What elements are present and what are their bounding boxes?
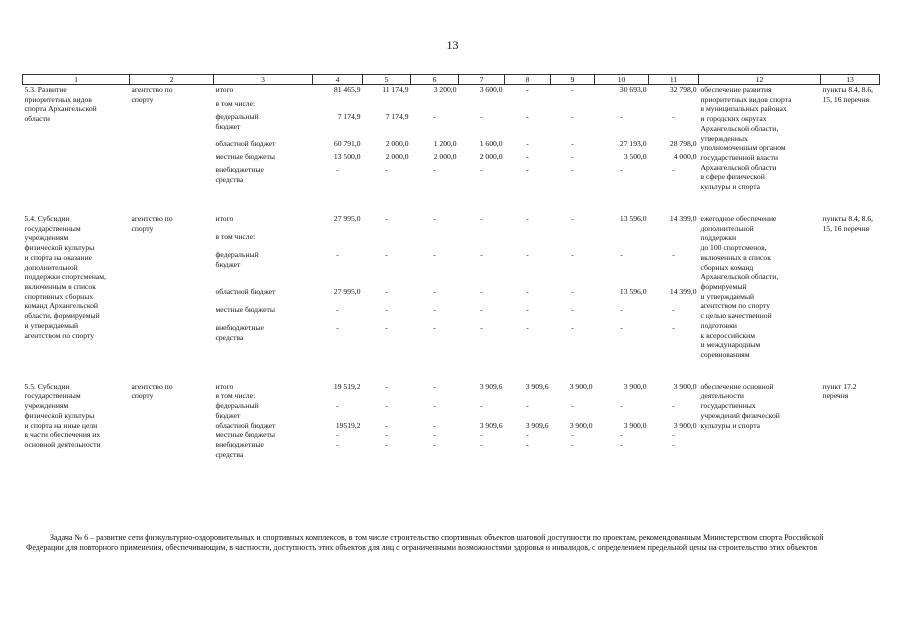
value-cell: - <box>672 440 675 449</box>
text-line: и спорта на оказание <box>24 252 93 262</box>
text-line: к всероссийским <box>700 330 756 340</box>
text-line: ежегодное обеспечение <box>700 213 777 223</box>
funding-source-cell <box>214 139 313 152</box>
funding-source-cell <box>214 250 313 286</box>
value-cell: - <box>385 305 388 314</box>
text-line: спорта Архангельской <box>24 104 97 114</box>
text-line: местные бюджеты <box>215 305 275 314</box>
value-cell: - <box>385 420 388 430</box>
value-cell <box>363 99 411 112</box>
text-line: учреждениям <box>24 233 69 243</box>
spacer-cell <box>23 360 880 382</box>
value-cell: - <box>672 305 675 314</box>
value-cell: 19 519,2 <box>333 381 361 391</box>
executor-cell <box>130 214 214 360</box>
value-cell: 3 909,6 <box>525 381 549 391</box>
text-line: уполномоченным органом <box>700 143 786 153</box>
column-header: 6 <box>411 75 459 85</box>
text-line: и утверждаемый <box>24 320 79 330</box>
executor-cell <box>130 85 214 192</box>
text-line: в том числе: <box>215 232 256 242</box>
value-cell: - <box>672 401 675 411</box>
value-cell <box>505 232 551 250</box>
text-line: федеральный <box>215 250 259 260</box>
text-line: в части обеспечения их <box>24 430 101 440</box>
value-cell: - <box>336 430 339 440</box>
funding-source-cell <box>214 165 313 192</box>
value-cell: 4 000,0 <box>673 151 697 161</box>
value-cell: - <box>385 440 388 449</box>
text-line: итого <box>215 213 234 223</box>
value-cell: - <box>480 286 483 296</box>
value-cell <box>313 232 363 250</box>
program-measure-cell <box>23 85 130 192</box>
value-cell: - <box>672 323 675 333</box>
value-cell: - <box>526 85 529 94</box>
value-cell: - <box>526 213 529 223</box>
column-header: 8 <box>505 75 551 85</box>
reference-cell <box>821 85 880 192</box>
value-cell <box>459 232 505 250</box>
value-cell: - <box>480 440 483 449</box>
value-cell: - <box>385 381 388 391</box>
text-line: в том числе: <box>215 98 256 108</box>
text-line: обеспечение развития <box>700 85 772 94</box>
value-cell: - <box>526 250 529 260</box>
value-cell: 30 693,0 <box>619 85 647 94</box>
text-line: в том числе: <box>215 391 256 401</box>
text-line: средства <box>215 449 244 459</box>
value-cell: 32 798,0 <box>669 85 697 94</box>
value-cell <box>411 232 459 250</box>
text-line: 15, 16 перечня <box>822 223 870 233</box>
value-cell: - <box>336 305 339 314</box>
executor-cell <box>130 382 214 460</box>
value-cell: 3 900,0 <box>673 381 697 391</box>
text-line: агентство по <box>131 85 173 94</box>
table-row <box>23 214 880 232</box>
spacer-cell <box>23 192 880 214</box>
funding-source-cell <box>214 440 313 459</box>
text-line: приоритетных видов <box>24 94 92 104</box>
value-cell: - <box>385 165 388 175</box>
column-header: 2 <box>130 75 214 85</box>
text-line: пункты 8.4, 8.6, <box>822 85 874 94</box>
value-cell: 3 909,6 <box>525 420 549 430</box>
funding-source-cell <box>214 99 313 112</box>
value-cell: - <box>480 165 483 175</box>
text-line: включенных в список <box>700 252 771 262</box>
text-line: соревнованиям <box>700 349 750 359</box>
value-cell: - <box>672 111 675 121</box>
text-line: до 100 спортсменов, <box>700 243 767 253</box>
text-line: культуры и спорта <box>700 420 760 430</box>
funding-source-cell <box>214 152 313 165</box>
value-cell: 1 200,0 <box>433 138 457 148</box>
text-line: федеральный <box>215 111 259 121</box>
value-cell: - <box>526 440 529 449</box>
text-line: областной бюджет <box>215 138 276 148</box>
value-cell: 28 798,0 <box>669 138 697 148</box>
value-cell <box>551 232 595 250</box>
text-line: средства <box>215 174 244 184</box>
reference-cell <box>821 382 880 460</box>
value-cell: - <box>385 430 388 440</box>
text-line: утвержденных <box>700 133 748 143</box>
value-cell: - <box>433 250 436 260</box>
text-line: государственной власти <box>700 153 778 163</box>
text-line: государственным <box>24 223 81 233</box>
value-cell: - <box>571 430 574 440</box>
expected-result-cell <box>699 214 821 360</box>
text-line: формируемый <box>700 281 747 291</box>
value-cell: 7 174,9 <box>385 111 409 121</box>
column-header: 4 <box>313 75 363 85</box>
value-cell: - <box>672 250 675 260</box>
value-cell: 13 596,0 <box>619 213 647 223</box>
value-cell <box>505 391 551 401</box>
text-line: внебюджетные <box>215 440 264 449</box>
text-line: физической культуры <box>24 243 95 253</box>
text-line: спорту <box>131 223 154 233</box>
text-line: учреждениям <box>24 401 69 411</box>
value-cell: - <box>433 305 436 314</box>
text-line: внебюджетные <box>215 165 264 175</box>
value-cell <box>459 99 505 112</box>
value-cell: - <box>385 401 388 411</box>
value-cell: - <box>385 286 388 296</box>
value-cell: - <box>526 151 529 161</box>
value-cell: - <box>571 323 574 333</box>
text-line: области <box>24 114 50 124</box>
value-cell: - <box>480 430 483 440</box>
text-line: перечня <box>822 391 849 401</box>
text-line: федеральный <box>215 401 259 411</box>
text-line: и спорта на иные цели <box>24 420 98 430</box>
value-cell: - <box>433 286 436 296</box>
value-cell <box>313 99 363 112</box>
value-cell: - <box>526 323 529 333</box>
value-cell: - <box>571 165 574 175</box>
text-line: средства <box>215 332 244 342</box>
column-header: 11 <box>649 75 699 85</box>
value-cell: - <box>571 440 574 449</box>
value-cell <box>411 99 459 112</box>
value-cell: - <box>480 111 483 121</box>
value-cell <box>649 232 699 250</box>
value-cell: - <box>385 213 388 223</box>
value-cell: 3 200,0 <box>433 85 457 94</box>
value-cell: - <box>571 213 574 223</box>
value-cell: - <box>526 401 529 411</box>
value-cell: - <box>526 305 529 314</box>
value-cell: - <box>526 286 529 296</box>
value-cell: 3 900,0 <box>623 381 647 391</box>
expected-result-cell <box>699 85 821 192</box>
value-cell: 14 399,0 <box>669 286 697 296</box>
value-cell: 3 900,0 <box>569 420 593 430</box>
value-cell <box>363 391 411 401</box>
text-line: пункты 8.4, 8.6, <box>822 213 874 223</box>
text-line: деятельности <box>700 391 744 401</box>
value-cell: 3 900,0 <box>623 420 647 430</box>
text-line: итого <box>215 85 234 94</box>
table-body <box>23 85 880 460</box>
value-cell: - <box>620 401 623 411</box>
value-cell: - <box>480 250 483 260</box>
table-row <box>23 382 880 392</box>
text-line: государственным <box>24 391 81 401</box>
value-cell: - <box>336 323 339 333</box>
text-line: физической культуры <box>24 410 95 420</box>
funding-source-cell <box>214 112 313 139</box>
value-cell: 2 000,0 <box>385 138 409 148</box>
value-cell: - <box>385 323 388 333</box>
text-line: учреждений физической <box>700 410 780 420</box>
text-line: 5.3. Развитие <box>24 85 67 94</box>
value-cell <box>649 99 699 112</box>
value-cell: 60 791,0 <box>333 138 361 148</box>
text-line: и международным <box>700 340 761 350</box>
value-cell: 27 193,0 <box>619 138 647 148</box>
text-line: Архангельской области, <box>700 123 779 133</box>
funding-source-cell <box>214 430 313 440</box>
text-line: местные бюджеты <box>215 151 275 161</box>
text-line: Архангельской области, <box>700 272 779 282</box>
text-line: культуры и спорта <box>700 182 760 192</box>
value-cell: - <box>336 401 339 411</box>
value-cell: - <box>433 440 436 449</box>
text-line: сборных команд <box>700 262 754 272</box>
value-cell: - <box>433 111 436 121</box>
text-line: бюджет <box>215 121 241 131</box>
funding-source-cell <box>214 323 313 359</box>
value-cell: 3 600,0 <box>479 85 503 94</box>
text-line: спортивных сборных <box>24 291 94 301</box>
text-line: подготовки <box>700 320 737 330</box>
value-cell: - <box>571 401 574 411</box>
value-cell: 13 596,0 <box>619 286 647 296</box>
value-cell: - <box>433 165 436 175</box>
column-header: 10 <box>595 75 649 85</box>
text-line: местные бюджеты <box>215 430 275 440</box>
text-line: итого <box>215 381 234 391</box>
text-line: пункт 17.2 <box>822 381 857 391</box>
value-cell: - <box>336 440 339 449</box>
expected-result-cell <box>699 382 821 460</box>
text-line: и утверждаемый <box>700 291 755 301</box>
text-line: агентство по <box>131 213 173 223</box>
text-line: 5.4. Субсидии <box>24 213 70 223</box>
funding-source-cell <box>214 305 313 323</box>
value-cell: 3 909,6 <box>479 420 503 430</box>
value-cell: 14 399,0 <box>669 213 697 223</box>
text-line: приоритетных видов спорта <box>700 94 792 104</box>
funding-source-cell <box>214 85 313 99</box>
value-cell: - <box>571 286 574 296</box>
funding-source-cell <box>214 421 313 431</box>
value-cell: - <box>480 401 483 411</box>
value-cell: - <box>433 323 436 333</box>
value-cell: - <box>526 138 529 148</box>
value-cell: 19519,2 <box>335 420 361 430</box>
value-cell: - <box>620 323 623 333</box>
value-cell: - <box>571 111 574 121</box>
text-line: с целью качественной <box>700 311 772 321</box>
value-cell: - <box>433 213 436 223</box>
column-header: 5 <box>363 75 411 85</box>
value-cell: 3 900,0 <box>569 381 593 391</box>
column-header: 13 <box>821 75 880 85</box>
value-cell: 3 909,6 <box>479 381 503 391</box>
text-line: областной бюджет <box>215 286 276 296</box>
value-cell <box>313 391 363 401</box>
text-line: в муниципальных районах <box>700 104 787 114</box>
value-cell <box>595 99 649 112</box>
spacer-row <box>23 192 880 214</box>
value-cell <box>595 232 649 250</box>
value-cell: 27 995,0 <box>333 286 361 296</box>
text-line: агентством по спорту <box>700 301 771 311</box>
value-cell: - <box>620 430 623 440</box>
text-line: включенным в список <box>24 281 96 291</box>
value-cell: - <box>526 165 529 175</box>
reference-cell <box>821 214 880 360</box>
value-cell: 3 900,0 <box>673 420 697 430</box>
value-cell <box>459 391 505 401</box>
text-line: основной деятельности <box>24 440 101 449</box>
value-cell: - <box>433 420 436 430</box>
text-line: бюджет <box>215 410 241 420</box>
column-header: 1 <box>23 75 130 85</box>
text-line: государственных <box>700 401 756 411</box>
value-cell: - <box>433 401 436 411</box>
funding-source-cell <box>214 232 313 250</box>
value-cell: - <box>672 430 675 440</box>
text-line: и городских округах <box>700 114 767 124</box>
text-line: дополнительной <box>700 223 754 233</box>
text-line: Архангельской области <box>700 162 777 172</box>
value-cell: 2 000,0 <box>385 151 409 161</box>
value-cell: - <box>620 111 623 121</box>
funding-source-cell <box>214 401 313 420</box>
value-cell: - <box>385 250 388 260</box>
text-line: обеспечение основной <box>700 381 774 391</box>
table-row <box>23 85 880 99</box>
funding-source-cell <box>214 382 313 392</box>
value-cell <box>649 391 699 401</box>
header-row <box>23 75 880 85</box>
text-line: поддержки <box>700 233 737 243</box>
text-line: дополнительной <box>24 262 78 272</box>
value-cell <box>505 99 551 112</box>
value-cell: 13 500,0 <box>333 151 361 161</box>
value-cell: 11 174,9 <box>382 85 409 94</box>
program-measure-cell <box>23 214 130 360</box>
task-paragraph: Задача № 6 – развитие сети физкультурно-оздоровительных и спортивных комплексов, в том числе строительство спортивных объектов шаговой доступности по проектам, рекомендованным Министерством спорта Российской Федерации для повторного применения, обеспечивающим, в частности, доступность этих объектов для лиц с ограниченными возможностями здоровья и инвалидов, с определением предельной цены на строительство этих объектов <box>26 533 824 553</box>
value-cell: - <box>620 165 623 175</box>
value-cell: - <box>672 165 675 175</box>
column-header: 12 <box>699 75 821 85</box>
value-cell <box>551 391 595 401</box>
text-line: 5.5. Субсидии <box>24 381 70 391</box>
value-cell <box>551 99 595 112</box>
value-cell: - <box>620 440 623 449</box>
page-number: 13 <box>446 38 459 52</box>
spacer-row <box>23 360 880 382</box>
text-line: спорту <box>131 391 154 401</box>
text-line: агентством по спорту <box>24 330 95 340</box>
value-cell: - <box>620 250 623 260</box>
value-cell: - <box>433 430 436 440</box>
program-table <box>22 74 880 459</box>
text-line: спорту <box>131 94 154 104</box>
text-line: в сфере физической <box>700 172 765 182</box>
value-cell: - <box>336 250 339 260</box>
value-cell: - <box>336 165 339 175</box>
funding-source-cell <box>214 391 313 401</box>
column-header: 3 <box>214 75 313 85</box>
funding-source-cell <box>214 214 313 232</box>
value-cell: - <box>526 430 529 440</box>
value-cell <box>411 391 459 401</box>
value-cell: - <box>480 305 483 314</box>
value-cell: - <box>620 305 623 314</box>
text-line: поддержки спортсменам, <box>24 272 106 282</box>
value-cell: - <box>526 111 529 121</box>
text-line: команд Архангельской <box>24 301 98 311</box>
text-line: области, формируемый <box>24 311 100 321</box>
text-line: бюджет <box>215 260 241 270</box>
value-cell: - <box>571 151 574 161</box>
value-cell: 2 000,0 <box>433 151 457 161</box>
value-cell: - <box>571 85 574 94</box>
text-line: 15, 16 перечня <box>822 94 870 104</box>
value-cell: - <box>480 323 483 333</box>
column-header: 9 <box>551 75 595 85</box>
value-cell: - <box>433 381 436 391</box>
value-cell: 27 995,0 <box>333 213 361 223</box>
text-line: областной бюджет <box>215 420 276 430</box>
text-line: внебюджетные <box>215 323 264 333</box>
value-cell: - <box>571 305 574 314</box>
value-cell <box>595 391 649 401</box>
value-cell: - <box>571 138 574 148</box>
text-line: агентство по <box>131 381 173 391</box>
value-cell: - <box>480 213 483 223</box>
value-cell <box>363 232 411 250</box>
value-cell: - <box>571 250 574 260</box>
value-cell: 3 500,0 <box>623 151 647 161</box>
program-measure-cell <box>23 382 130 460</box>
value-cell: 1 600,0 <box>479 138 503 148</box>
value-cell: 7 174,9 <box>337 111 361 121</box>
value-cell: 2 000,0 <box>479 151 503 161</box>
value-cell: 81 465,9 <box>333 85 361 94</box>
funding-source-cell <box>214 287 313 305</box>
column-header: 7 <box>459 75 505 85</box>
